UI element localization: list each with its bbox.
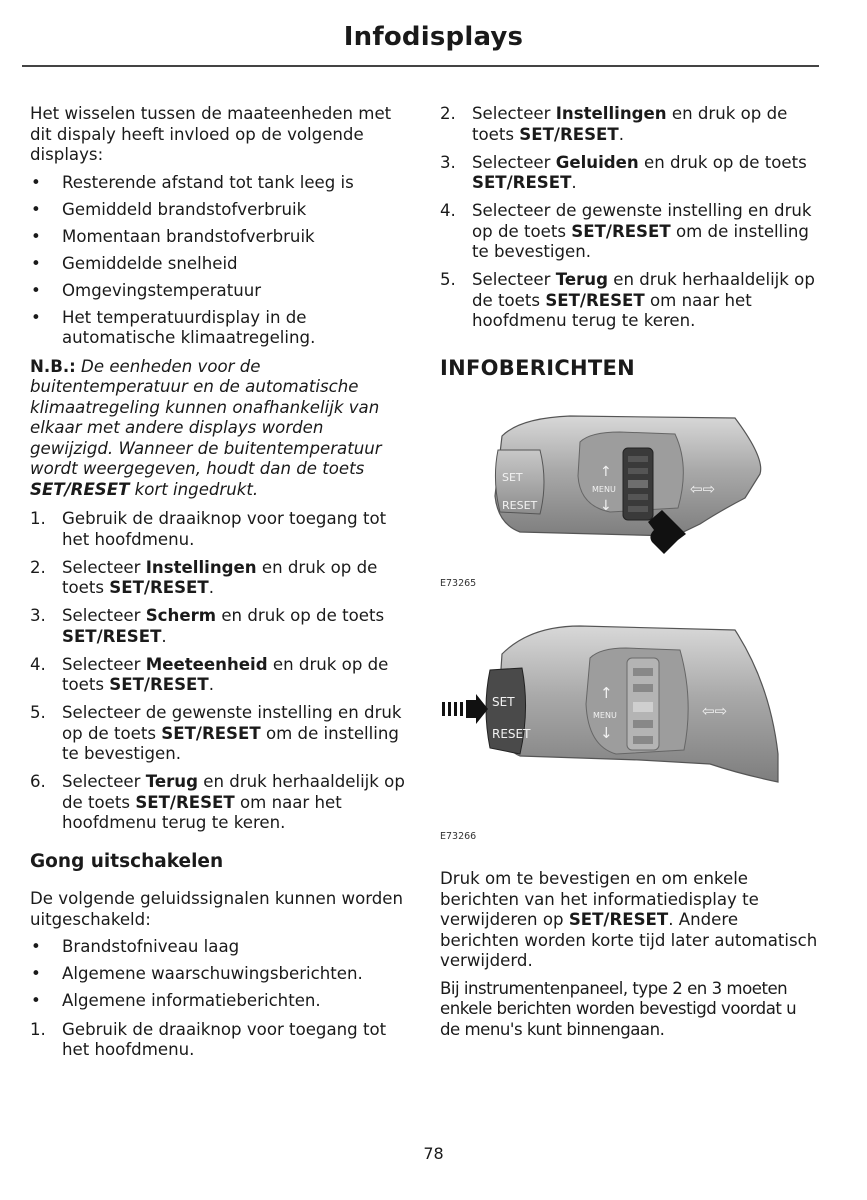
- fig1-reset-label: RESET: [502, 499, 538, 512]
- display-list: [30, 173, 408, 349]
- sound-steps: [440, 104, 818, 332]
- step-item: 2. Selecteer Instellingen en druk op de toets SET/RESET.: [440, 104, 788, 144]
- left-column: [30, 104, 408, 1069]
- stalk-figure-set-reset: [440, 614, 818, 847]
- list-item: • Het temperatuurdisplay in de automatische klimaatregeling.: [31, 307, 316, 347]
- list-item: • Momentaan brandstofverbruik: [31, 226, 315, 246]
- header-divider: [22, 65, 819, 67]
- fig2-reset-label: RESET: [492, 727, 531, 741]
- list-item: • Resterende afstand tot tank leeg is: [31, 172, 354, 192]
- list-item: • Omgevingstemperatuur: [31, 280, 262, 300]
- fig1-set-label: SET: [502, 471, 523, 484]
- list-item: • Gemiddeld brandstofverbruik: [31, 199, 307, 219]
- intro-paragraph: Het wisselen tussen de maateenheden met dit dispaly heeft invloed op de volgende displays:: [30, 104, 392, 164]
- fig2-turn-signal-icon: ⇦⇨: [702, 702, 728, 720]
- step-item: 2. Selecteer Instellingen en druk op de toets SET/RESET.: [30, 557, 378, 597]
- fig2-set-label: SET: [492, 695, 515, 709]
- gong-intro: De volgende geluidssignalen kunnen worden uitgeschakeld:: [30, 889, 404, 929]
- step-item: 3. Selecteer Geluiden en druk op de toets SET/RESET.: [440, 152, 807, 192]
- fig2-up-arrow-icon: ↑: [600, 684, 613, 702]
- stalk-figure-menu: [440, 406, 818, 594]
- list-item: • Algemene waarschuwingsberichten.: [31, 964, 363, 983]
- gong-steps: [30, 1020, 408, 1061]
- fig2-down-arrow-icon: ↓: [600, 724, 613, 742]
- step-item: 6. Selecteer Terug en druk herhaaldelijk op de toets SET/RESET om naar het hoofdmenu terug te keren.: [30, 772, 405, 832]
- list-item: • Algemene informatieberichten.: [31, 991, 321, 1010]
- gong-list: [30, 937, 408, 1012]
- units-steps: [30, 509, 408, 834]
- step-item: 1. Gebruik de draaiknop voor toegang tot het hoofdmenu.: [30, 509, 387, 549]
- list-item: • Gemiddelde snelheid: [31, 253, 238, 273]
- page-title: Infodisplays: [343, 22, 524, 52]
- info-paragraph-2: Bij instrumentenpaneel, type 2 en 3 moeten enkele berichten worden bevestigd voordat u de menu's kunt binnengaan.: [440, 978, 797, 1039]
- indicator-stalk-illustration: [440, 614, 818, 819]
- fig1-down-arrow-icon: ↓: [600, 498, 612, 514]
- info-paragraph-1: Druk om te bevestigen en om enkele berichten van het informatiedisplay te verwijderen op SET/RESET. Andere berichten worden korte tijd later automatisch verwijderd.: [440, 869, 818, 970]
- step-item: 4. Selecteer Meeteenheid en druk op de toets SET/RESET.: [30, 654, 389, 694]
- fig1-menu-label: MENU: [592, 485, 616, 494]
- step-item: 5. Selecteer de gewenste instelling en druk op de toets SET/RESET om de instelling te bevestigen.: [30, 703, 402, 763]
- right-column: [440, 104, 818, 1047]
- fig2-caption: E73266: [440, 830, 477, 842]
- fig1-up-arrow-icon: ↑: [600, 464, 612, 480]
- note-paragraph: N.B.: De eenheden voor de buitentemperatuur en de automatische klimaatregeling kunnen onafhankelijk van elkaar met andere displays worden gewijzigd. Wanneer de buitentemperatuur wordt weergegeven, houdt dan de toets SET/RESET kort ingedrukt.: [30, 356, 382, 499]
- fig1-caption: E73265: [440, 577, 477, 589]
- step-item: 3. Selecteer Scherm en druk op de toets SET/RESET.: [30, 606, 385, 646]
- section-title: INFOBERICHTEN: [440, 355, 636, 380]
- indicator-stalk-illustration: [440, 406, 818, 566]
- fig1-turn-signal-icon: ⇦⇨: [690, 480, 716, 498]
- step-item: 4. Selecteer de gewenste instelling en druk op de toets SET/RESET om de instelling te bevestigen.: [440, 201, 812, 261]
- fig2-press-arrow-icon: [442, 694, 488, 724]
- gong-heading: Gong uitschakelen: [30, 850, 224, 872]
- page-number: 78: [423, 1144, 444, 1163]
- step-item: 1. Gebruik de draaiknop voor toegang tot het hoofdmenu.: [30, 1019, 387, 1059]
- fig2-menu-label: MENU: [593, 711, 617, 720]
- step-item: 5. Selecteer Terug en druk herhaaldelijk op de toets SET/RESET om naar het hoofdmenu terug te keren.: [440, 270, 815, 330]
- note-label: N.B.:: [30, 356, 76, 376]
- list-item: • Brandstofniveau laag: [31, 937, 240, 956]
